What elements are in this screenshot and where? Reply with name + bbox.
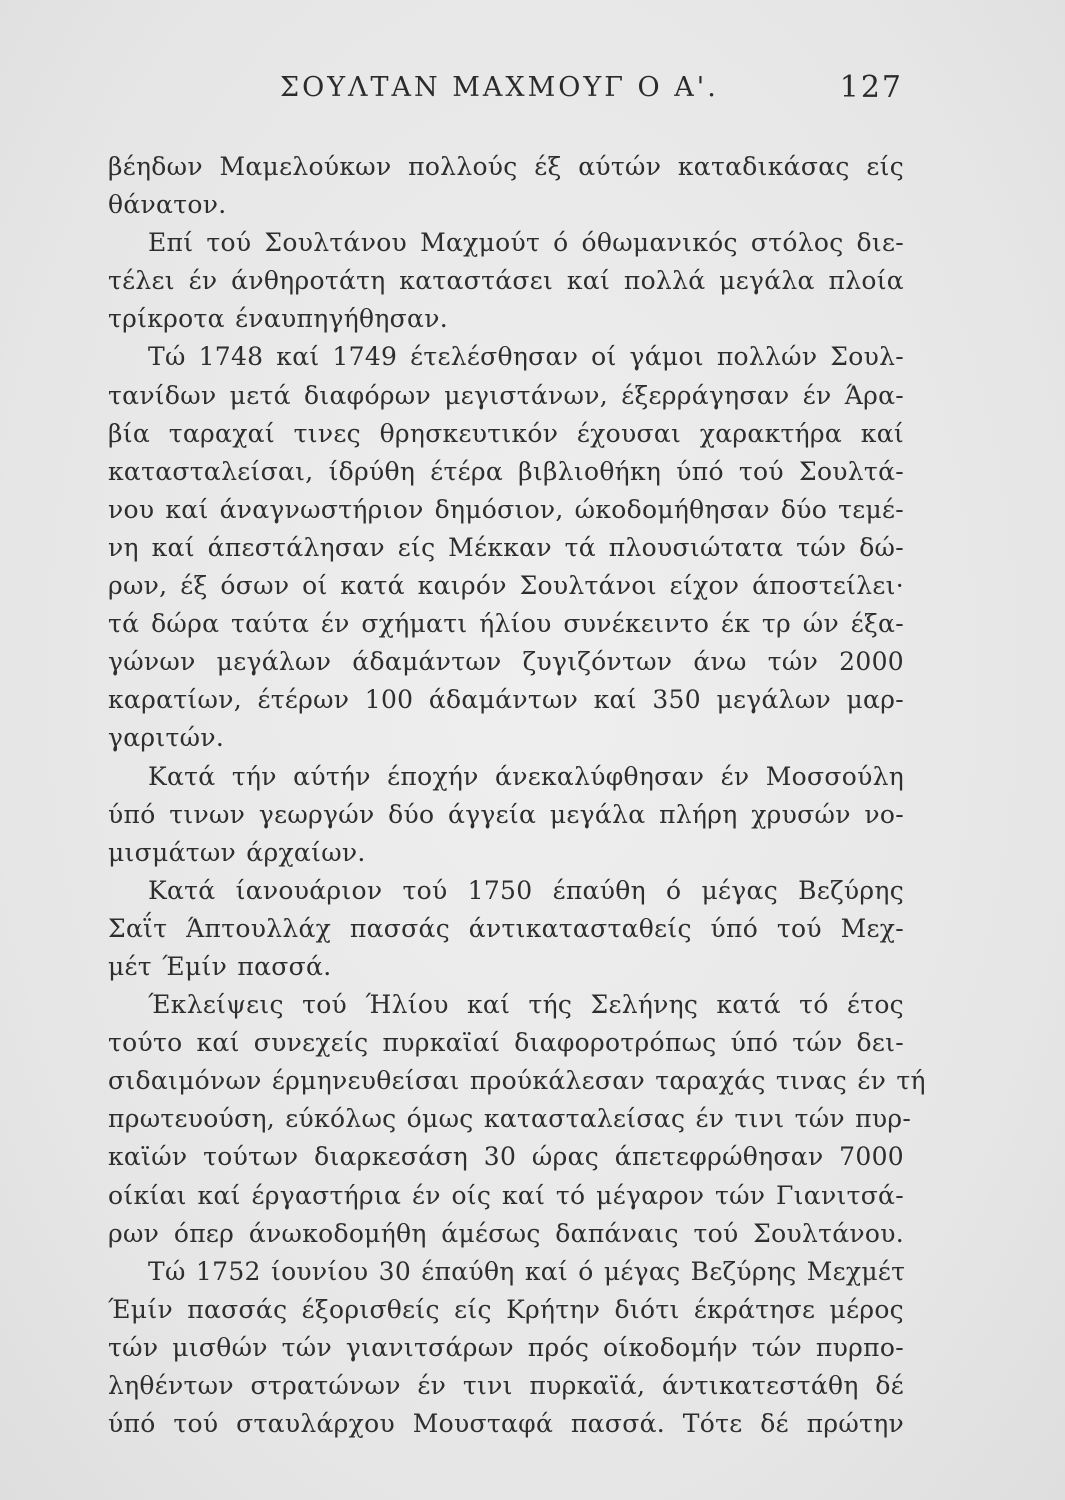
text-line: Σαΐτ Άπτουλλάχ πασσάς άντικατασταθείς ύπό τού Μεχ- [108,913,904,943]
text-line: Έκλείψεις τού Ήλίου καί τής Σελήνης κατά τό έτος [148,990,904,1020]
running-head [100,68,905,112]
text-line: τέλει έν άνθηροτάτη καταστάσει καί πολλά μεγάλα πλοία [108,266,904,296]
text-line: Επί τού Σουλτάνου Μαχμούτ ό όθωμανικός στόλος διε- [148,228,904,258]
text-line: τούτο καί συνεχείς πυρκαϊαί διαφοροτρόπως ύπό τών δει- [108,1028,904,1058]
text-line: κατασταλείσαι, ίδρύθη έτέρα βιβλιοθήκη ύπό τού Σουλτά- [108,456,904,486]
text-line: γώνων μεγάλων άδαμάντων ζυγιζόντων άνω τών 2000 [108,647,904,677]
text-line: Κατά τήν αύτήν έποχήν άνεκαλύφθησαν έν Μοσσούλη [148,761,904,791]
text-line: τρίκροτα έναυπηγήθησαν. [108,304,448,334]
running-title: ΣΟΥΛΤΑΝ ΜΑΧΜΟΥΓ Ο Α'. [280,72,719,103]
text-line: γαριτών. [108,723,225,753]
text-line: θάνατον. [108,190,227,220]
text-line: ληθέντων στρατώνων έν τινι πυρκαϊά, άντικατεστάθη δέ [108,1371,904,1400]
text-line: Κατά ίανουάριον τού 1750 έπαύθη ό μέγας Βεζύρης [148,875,904,905]
text-line: βέηδων Μαμελούκων πολλούς έξ αύτών καταδικάσας είς [108,152,904,181]
text-line: ρων όπερ άνωκοδομήθη άμέσως δαπάναις τού Σουλτάνου. [108,1218,904,1248]
text-line: οίκίαι καί έργαστήρια έν οίς καί τό μέγαρον τών Γιανιτσά- [108,1180,904,1210]
text-line: βία ταραχαί τινες θρησκευτικόν έχουσαι χαρακτήρα καί [108,418,904,448]
text-line: καϊών τούτων διαρκεσάση 30 ώρας άπετεφρώθησαν 7000 [108,1142,904,1172]
text-line: τανίδων μετά διαφόρων μεγιστάνων, έξερράγησαν έν Άρα- [108,380,904,410]
text-line: Τώ 1748 καί 1749 έτελέσθησαν οί γάμοι πολλών Σουλ- [148,342,904,372]
text-line: Τώ 1752 ίουνίου 30 έπαύθη καί ό μέγας Βεζύρης Μεχμέτ [148,1256,906,1286]
text-line: νου καί άναγνωστήριον δημόσιον, ώκοδομήθησαν δύο τεμέ- [108,494,904,524]
text-line: μισμάτων άρχαίων. [108,837,366,867]
body-text [108,148,926,1443]
page-number: 127 [839,70,903,105]
text-line: σιδαιμόνων έρμηνευθείσαι προύκάλεσαν ταραχάς τινας έν τή [108,1066,926,1096]
text-line: τά δώρα ταύτα έν σχήματι ήλίου συνέκειντο έκ τρ ών έξα- [108,609,904,639]
text-line: τών μισθών τών γιανιτσάρων πρός οίκοδομήν τών πυρπο- [108,1332,904,1362]
text-line: ύπό τού σταυλάρχου Μουσταφά πασσά. Τότε δέ πρώτην [108,1409,904,1439]
text-line: καρατίων, έτέρων 100 άδαμάντων καί 350 μεγάλων μαρ- [108,685,904,715]
text-line: Έμίν πασσάς έξορισθείς είς Κρήτην διότι έκράτησε μέρος [108,1294,904,1324]
text-line: ύπό τινων γεωργών δύο άγγεία μεγάλα πλήρη χρυσών νο- [108,799,904,829]
text-line: νη καί άπεστάλησαν είς Μέκκαν τά πλουσιώτατα τών δώ- [108,532,904,562]
text-line: ρων, έξ όσων οί κατά καιρόν Σουλτάνοι είχον άποστείλει· [108,571,904,601]
text-line: μέτ Έμίν πασσά. [108,951,332,981]
text-line: πρωτευούση, εύκόλως όμως κατασταλείσας έν τινι τών πυρ- [108,1104,912,1134]
